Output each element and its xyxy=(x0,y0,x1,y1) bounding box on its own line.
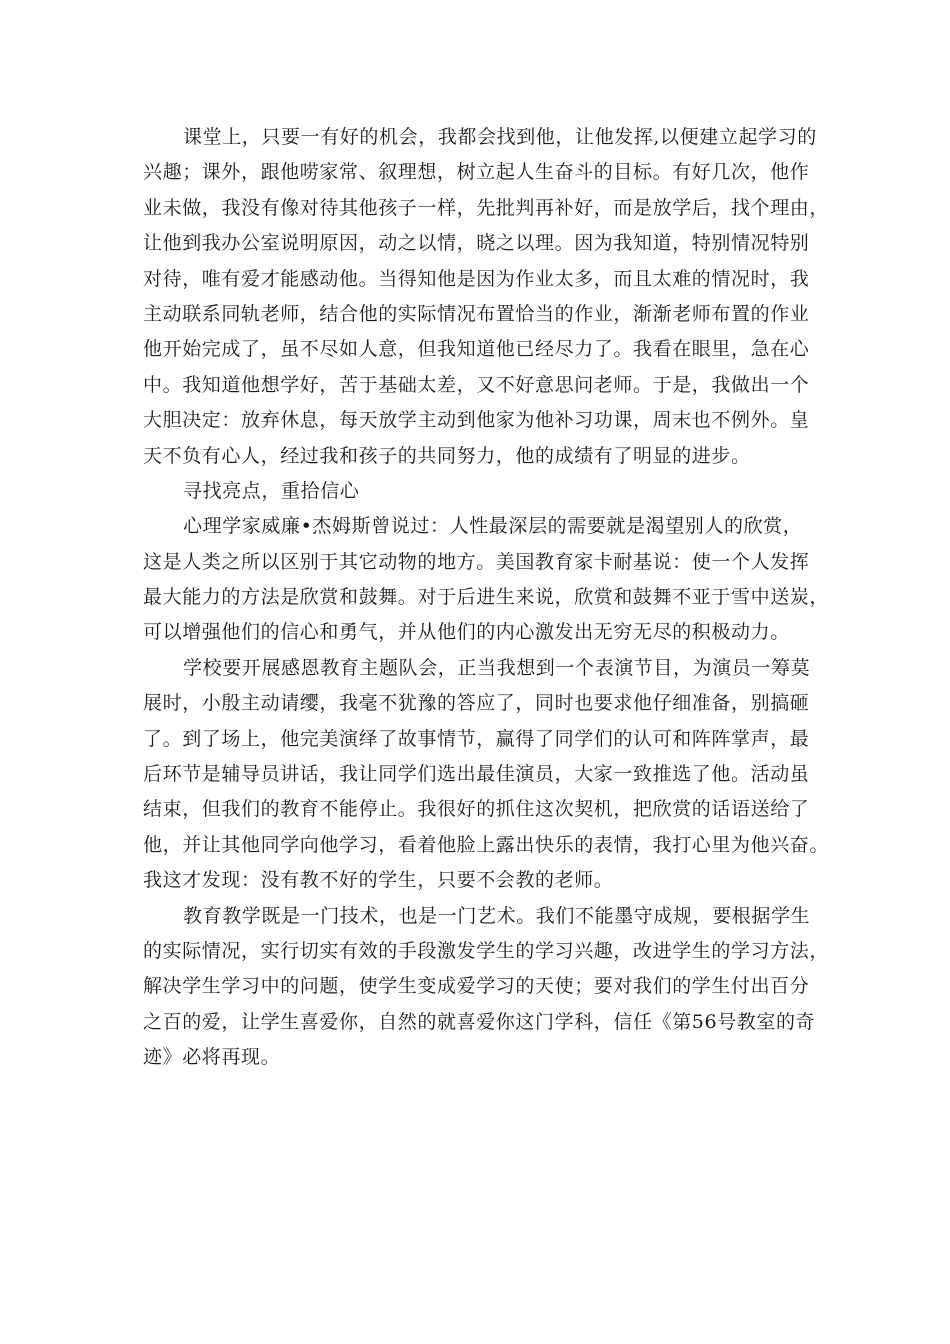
paragraph-line: 课堂上，只要一有好的机会，我都会找到他，让他发挥,以便建立起学习的 xyxy=(183,126,817,148)
paragraph-line: 大胆决定：放弃休息，每天放学主动到他家为他补习功课，周末也不例外。皇 xyxy=(143,409,810,432)
paragraph-line: 让他到我办公室说明原因，动之以情，晓之以理。因为我知道，特别情况特别 xyxy=(143,232,810,255)
paragraph-line: 解决学生学习中的问题，使学生变成爱学习的天使；要对我们的学生付出百分 xyxy=(143,975,810,998)
paragraph-line: 心理学家威廉•杰姆斯曾说过：人性最深层的需要就是渴望别人的欣赏， xyxy=(183,515,803,538)
paragraph-line: 后环节是辅导员讲话，我让同学们选出最佳演员，大家一致推选了他。活动虽 xyxy=(143,763,810,786)
paragraph-line: 之百的爱，让学生喜爱你，自然的就喜爱你这门学科，信任《第56号教室的奇 xyxy=(143,1010,816,1033)
paragraph-line: 主动联系同轨老师，结合他的实际情况布置恰当的作业，渐渐老师布置的作业 xyxy=(143,302,810,325)
paragraph-line: 的实际情况，实行切实有效的手段激发学生的学习兴趣，改进学生的学习方法， xyxy=(143,939,830,962)
paragraph-line: 展时，小殷主动请缨，我毫不犹豫的答应了，同时也要求他仔细准备，别搞砸 xyxy=(143,692,810,715)
paragraph-line: 最大能力的方法是欣赏和鼓舞。对于后进生来说，欣赏和鼓舞不亚于雪中送炭， xyxy=(143,586,830,609)
paragraph-line: 我这才发现：没有教不好的学生，只要不会教的老师。 xyxy=(143,869,614,892)
paragraph-line: 业未做，我没有像对待其他孩子一样，先批判再补好，而是放学后，找个理由， xyxy=(143,196,830,219)
paragraph-line: 迹》必将再现。 xyxy=(143,1046,281,1069)
paragraph-psychologist-quote xyxy=(143,509,830,651)
paragraph-line: 他，并让其他同学向他学习，看着他脸上露出快乐的表情，我打心里为他兴奋。 xyxy=(143,833,830,856)
paragraph-line: 结束，但我们的教育不能停止。我很好的抓住这次契机，把欣赏的话语送给了 xyxy=(143,798,810,821)
paragraph-line: 可以增强他们的信心和勇气，并从他们的内心激发出无穷无尽的积极动力。 xyxy=(143,621,790,644)
paragraph-line: 天不负有心人，经过我和孩子的共同努力，他的成绩有了明显的进步。 xyxy=(143,444,751,467)
section-heading xyxy=(143,474,809,509)
paragraph-conclusion xyxy=(143,899,830,1076)
paragraph-line: 兴趣；课外，跟他唠家常、叙理想，树立起人生奋斗的目标。有好几次，他作 xyxy=(143,161,810,184)
paragraph-line: 了。到了场上，他完美演绎了故事情节，赢得了同学们的认可和阵阵掌声，最 xyxy=(143,727,810,750)
document-body xyxy=(143,120,830,1076)
paragraph-line: 教育教学既是一门技术，也是一门艺术。我们不能墨守成规，要根据学生 xyxy=(183,904,811,927)
paragraph-line: 他开始完成了，虽不尽如人意，但我知道他已经尽力了。我看在眼里，急在心 xyxy=(143,338,810,361)
paragraph-line: 对待，唯有爱才能感动他。当得知他是因为作业太多，而且太难的情况时，我 xyxy=(143,267,810,290)
paragraph-class-meeting xyxy=(143,651,830,899)
section-heading-text: 寻找亮点，重拾信心 xyxy=(183,479,360,502)
paragraph-line: 这是人类之所以区别于其它动物的地方。美国教育家卡耐基说：使一个人发挥 xyxy=(143,550,810,573)
paragraph-line: 中。我知道他想学好，苦于基础太差，又不好意思问老师。于是，我做出一个 xyxy=(143,373,810,396)
paragraph-line: 学校要开展感恩教育主题队会，正当我想到一个表演节目，为演员一筹莫 xyxy=(183,656,811,679)
paragraph-classroom-effort xyxy=(143,120,830,474)
